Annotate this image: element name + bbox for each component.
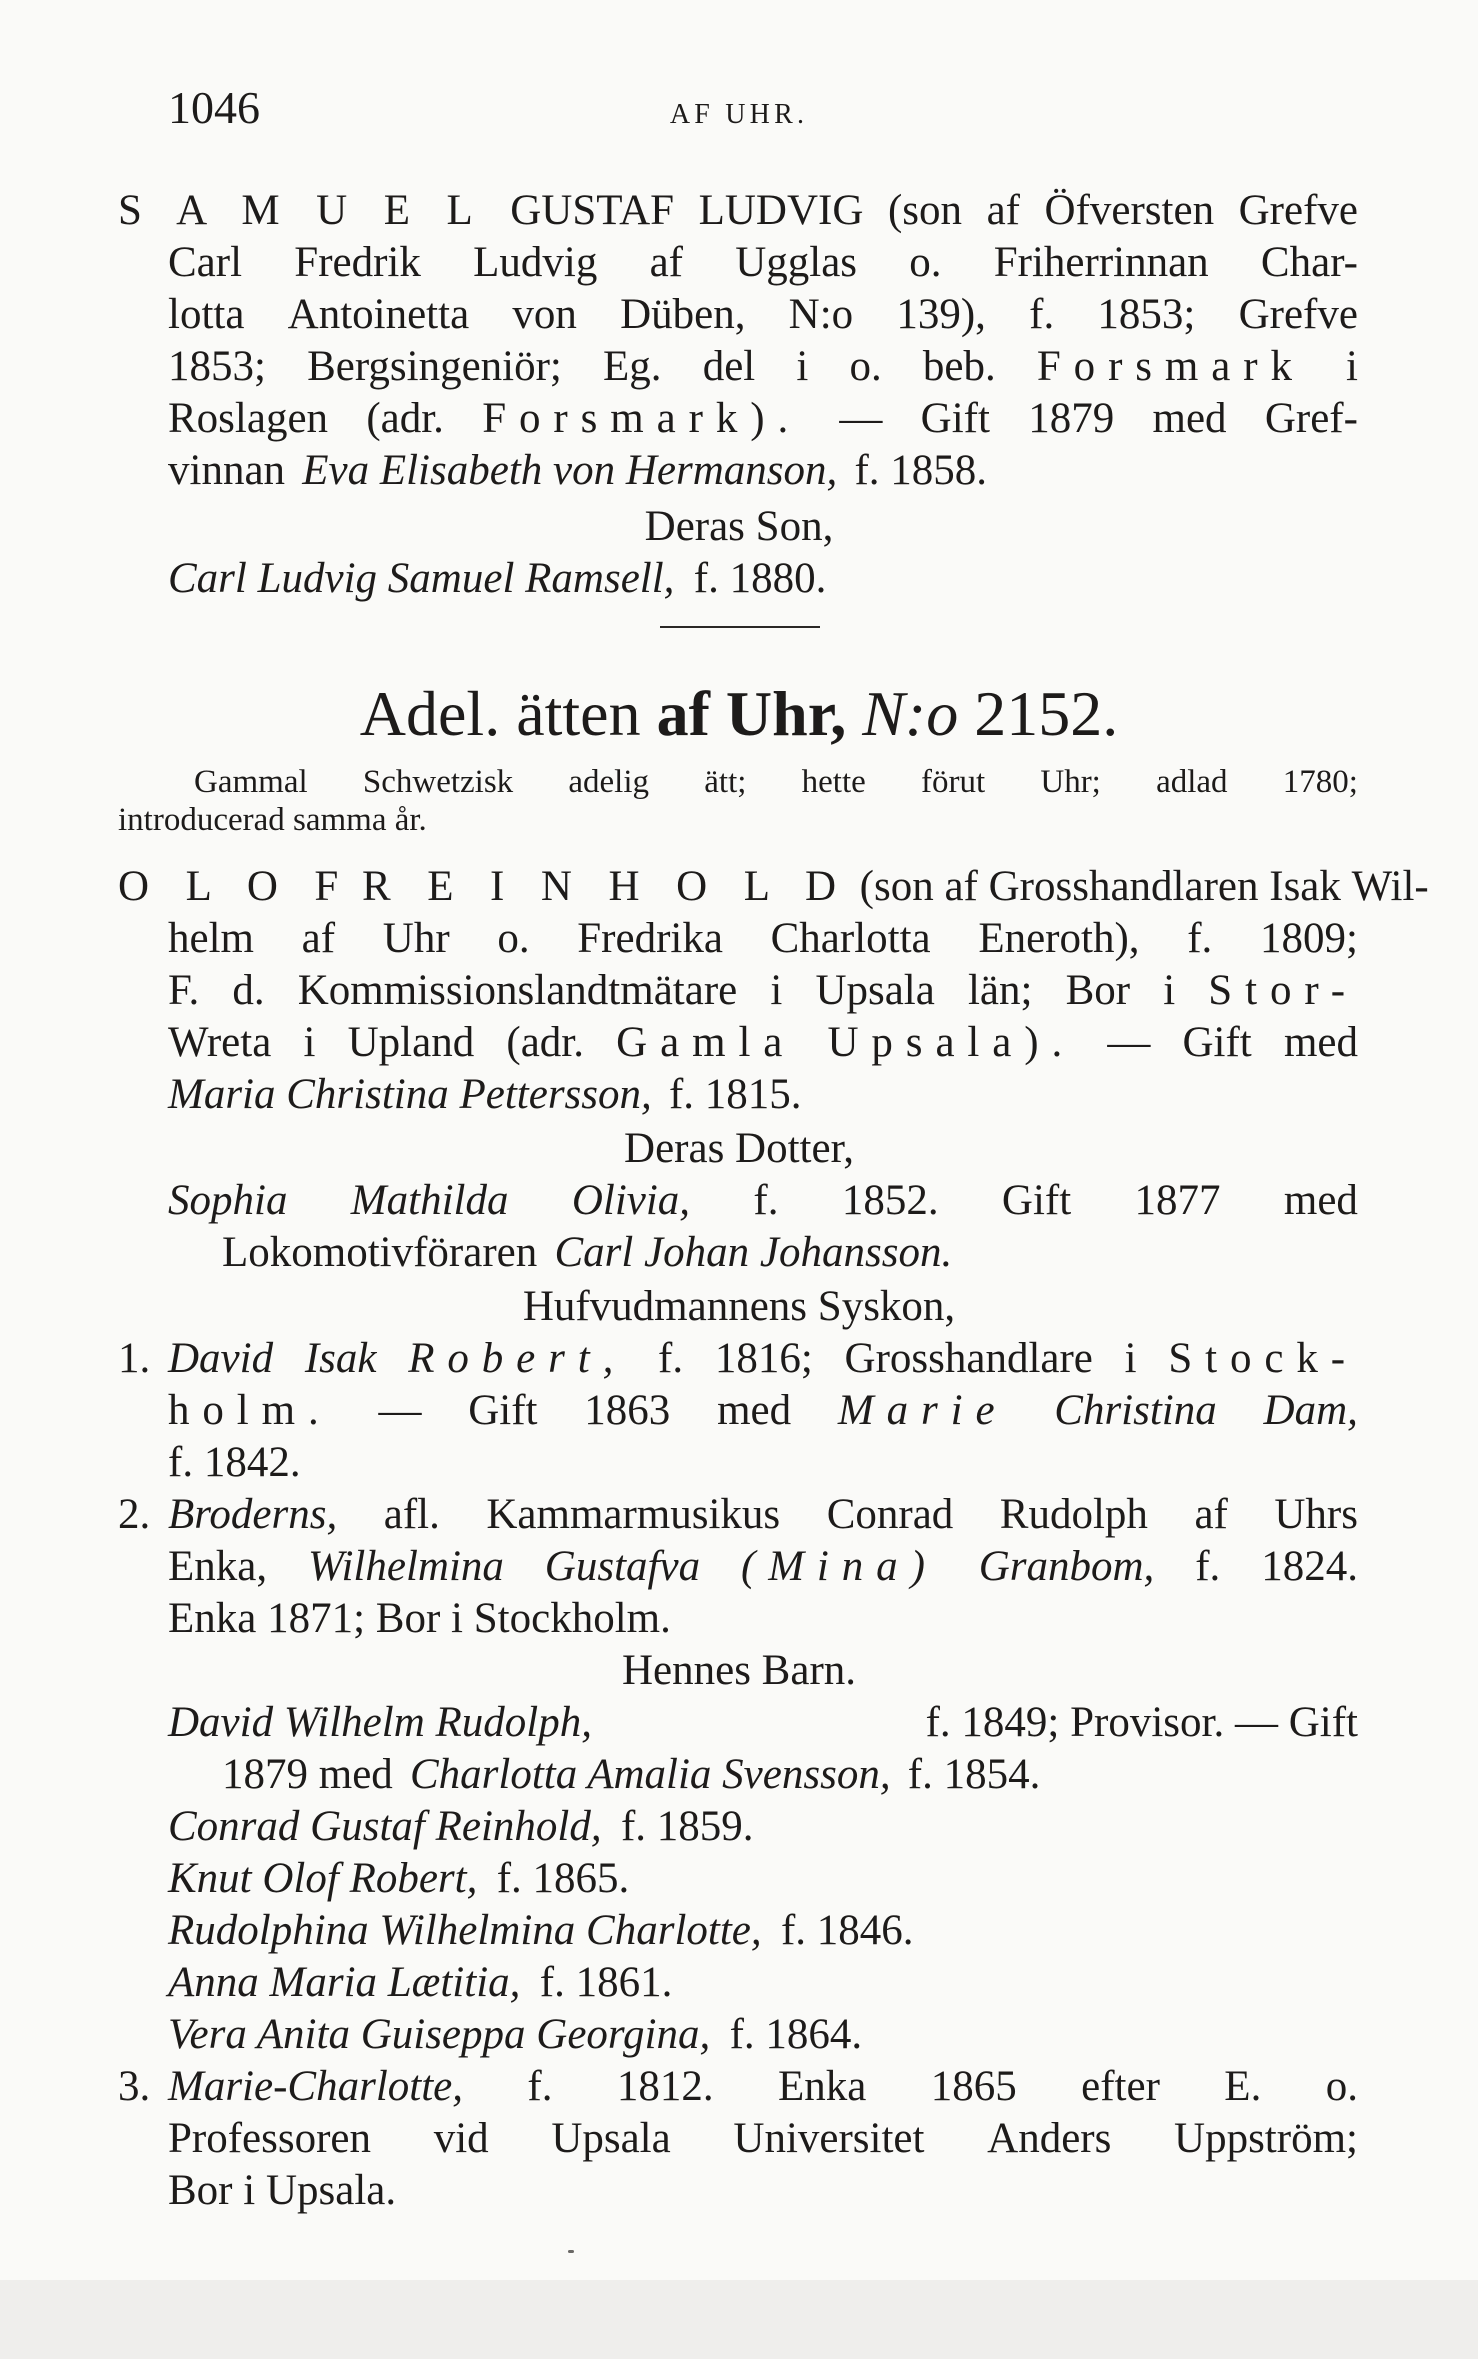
child-name: Anna Maria Lætitia, — [168, 1959, 521, 2006]
child-line: Lokomotivföraren Carl Johan Johansson. — [222, 1229, 953, 1276]
sibling-line: Professoren vid Upsala Universitet Anders Uppström; — [168, 2115, 1358, 2162]
sibling-number: 2. — [118, 1491, 151, 1538]
sibling-line: David Isak Robert, f. 1816; Grosshandlare i Stock- — [168, 1335, 1358, 1382]
entry-line: lotta Antoinetta von Düben, N:o 139), f. 1853; Grefve — [168, 291, 1358, 338]
entry-line: Roslagen (adr. Forsmark). — Gift 1879 med Gref- — [168, 395, 1358, 442]
child-line: Knut Olof Robert, f. 1865. — [168, 1855, 630, 1902]
entry-line: Maria Christina Pettersson, f. 1815. — [168, 1071, 802, 1118]
child-line: 1879 med Charlotta Amalia Svensson, f. 1854. — [222, 1751, 1041, 1798]
intro-line: Gammal Schwetzisk adelig ätt; hette förut Uhr; adlad 1780; — [194, 764, 1358, 800]
sibling-line: Marie-Charlotte, f. 1812. Enka 1865 efter E. o. — [168, 2063, 1358, 2110]
entry-line: F. d. Kommissionslandtmätare i Upsala län; Bor i Stor- — [168, 967, 1358, 1014]
sibling-line: Enka, Wilhelmina Gustafva (Mina) Granbom, f. 1824. — [168, 1543, 1358, 1590]
child-name: Vera Anita Guiseppa Georgina, — [168, 2011, 711, 2058]
child-name: David Wilhelm Rudolph, — [168, 1699, 592, 1746]
section-heading: Hufvudmannens Syskon, — [522, 1283, 956, 1330]
child-line: Rudolphina Wilhelmina Charlotte, f. 1846. — [168, 1907, 914, 1954]
family-title: Adel. ätten af Uhr, N:o 2152. — [359, 678, 1119, 749]
entry-line: helm af Uhr o. Fredrika Charlotta Eneroth), f. 1809; — [168, 915, 1358, 962]
entry-line: vinnan Eva Elisabeth von Hermanson, f. 1858. — [168, 447, 988, 494]
entry-line: 1853; Bergsingeniör; Eg. del i o. beb. Forsmark i — [168, 343, 1358, 390]
child-name: Carl Ludvig Samuel Ramsell, — [168, 555, 675, 602]
child-line: David Wilhelm Rudolph, f. 1849; Provisor. — Gift — [168, 1699, 1358, 1746]
spouse-name: Charlotta Amalia Svensson, — [409, 1751, 891, 1798]
spouse-name: Carl Johan Johansson. — [554, 1229, 953, 1276]
running-title: AF UHR. — [669, 99, 809, 130]
child-name: Conrad Gustaf Reinhold, — [168, 1803, 602, 1850]
sibling-number: 1. — [118, 1335, 151, 1382]
entry-line: O L O F R E I N H O L D (son af Grosshandlaren Isak Wil- — [118, 863, 1429, 910]
section-divider — [660, 626, 820, 628]
child-line: Conrad Gustaf Reinhold, f. 1859. — [168, 1803, 754, 1850]
sibling-line: Enka 1871; Bor i Stockholm. — [168, 1595, 671, 1642]
entry-line: S A M U E L GUSTAF LUDVIG (son af Öfversten Grefve — [118, 187, 1358, 234]
spouse-name: Maria Christina Pettersson, — [168, 1071, 652, 1118]
child-line: Vera Anita Guiseppa Georgina, f. 1864. — [168, 2011, 863, 2058]
ink-speck — [568, 2250, 574, 2253]
section-heading: Deras Son, — [644, 503, 834, 550]
child-line: Sophia Mathilda Olivia, f. 1852. Gift 1877 med — [168, 1177, 1358, 1224]
child-name: Knut Olof Robert, — [168, 1855, 478, 1902]
sibling-line: holm. — Gift 1863 med Marie Christina Dam, — [168, 1387, 1358, 1434]
spouse-name: Eva Elisabeth von Hermanson, — [302, 447, 838, 494]
sibling-line: Bor i Upsala. — [168, 2167, 397, 2214]
intro-line: introducerad samma år. — [118, 802, 427, 838]
entry-line: Wreta i Upland (adr. Gamla Upsala). — Gift med — [168, 1019, 1358, 1066]
page-margin — [0, 2280, 1478, 2359]
sibling-number: 3. — [118, 2063, 151, 2110]
entry-line: Carl Fredrik Ludvig af Ugglas o. Friherrinnan Char- — [168, 239, 1358, 286]
child-line: Anna Maria Lætitia, f. 1861. — [168, 1959, 673, 2006]
child-line: Carl Ludvig Samuel Ramsell, f. 1880. — [168, 555, 827, 602]
section-heading: Deras Dotter, — [624, 1125, 854, 1172]
child-name: Rudolphina Wilhelmina Charlotte, — [168, 1907, 762, 1954]
sibling-line: f. 1842. — [168, 1439, 301, 1486]
sibling-line: Broderns, afl. Kammarmusikus Conrad Rudolph af Uhrs — [168, 1491, 1358, 1538]
page-number: 1046 — [168, 82, 260, 133]
section-heading: Hennes Barn. — [621, 1647, 857, 1694]
